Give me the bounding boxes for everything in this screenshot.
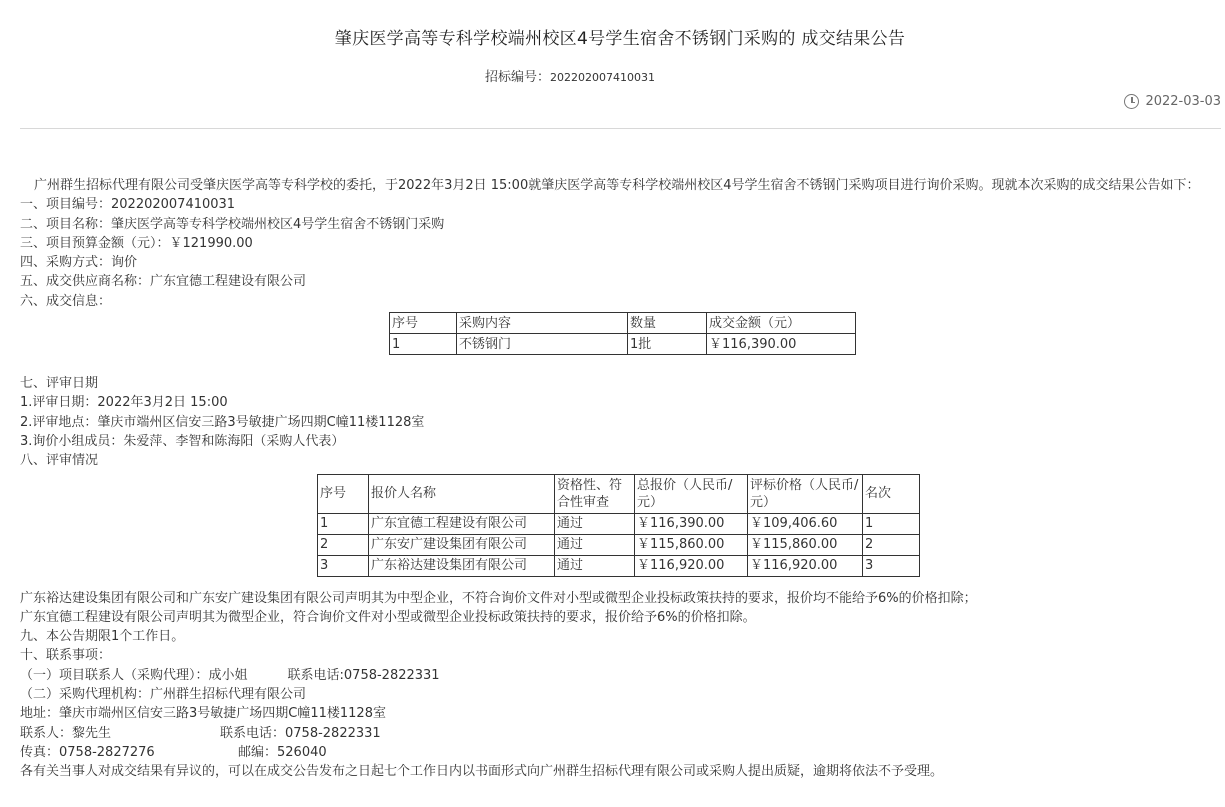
table-cell: ￥115,860.00 bbox=[748, 534, 863, 555]
item-method: 四、采购方式：询价 bbox=[20, 255, 138, 271]
contact-fax: 传真：0758-2827276 bbox=[20, 744, 155, 760]
table-cell: 广东安广建设集团有限公司 bbox=[369, 534, 555, 555]
item-deal-info: 六、成交信息： bbox=[20, 293, 112, 309]
intro-paragraph: 广州群生招标代理有限公司受肇庆医学高等专科学校的委托，于2022年3月2日 15:00就肇庆医学高等专科学校端州校区4号学生宿舍不锈钢门采购项目进行询价采购。现就本次采购的成交结果公告如下： bbox=[34, 178, 1200, 193]
table-cell: 1 bbox=[390, 334, 457, 355]
item-supplier: 五、成交供应商名称：广东宜德工程建设有限公司 bbox=[20, 274, 307, 290]
closing-paragraph: 各有关当事人对成交结果有异议的，可以在成交公告发布之日起七个工作日内以书面形式向广州群生招标代理有限公司或采购人提出质疑，逾期将依法不予受理。 bbox=[20, 764, 944, 780]
deal-table bbox=[389, 312, 856, 355]
contact-person-phone: 联系电话：0758-2822331 bbox=[220, 725, 381, 741]
table-cell: ￥116,390.00 bbox=[707, 334, 856, 355]
bid-number-line bbox=[0, 66, 1140, 85]
table-cell: 不锈钢门 bbox=[457, 334, 628, 355]
table-header-cell: 报价人名称 bbox=[369, 474, 555, 513]
table-cell: ￥116,920.00 bbox=[635, 555, 748, 576]
note-medium-enterprise: 广东裕达建设集团有限公司和广东安广建设集团有限公司声明其为中型企业，不符合询价文件对小型或微型企业投标政策扶持的要求，报价均不能给予6%的价格扣除； bbox=[20, 590, 977, 606]
bid-number-value: 202202007410031 bbox=[550, 71, 655, 84]
review-table bbox=[317, 474, 920, 577]
table-header-cell: 评标价格（人民币/元） bbox=[748, 474, 863, 513]
table-row bbox=[390, 334, 856, 355]
table-cell: 2 bbox=[863, 534, 920, 555]
contact-project-person: （一）项目联系人（采购代理）：成小姐 bbox=[20, 667, 248, 683]
item-contact-heading: 十、联系事项： bbox=[20, 648, 112, 664]
table-header-cell: 数量 bbox=[628, 313, 707, 334]
table-cell: ￥116,920.00 bbox=[748, 555, 863, 576]
contact-project-phone: 联系电话:0758-2822331 bbox=[287, 667, 440, 683]
item-review-members: 3.询价小组成员：朱爱萍、李智和陈海阳（采购人代表） bbox=[20, 433, 345, 449]
table-cell: 3 bbox=[318, 555, 369, 576]
bid-number-label: 招标编号： bbox=[485, 70, 551, 85]
table-cell: ￥115,860.00 bbox=[635, 534, 748, 555]
page-title: 肇庆医学高等专科学校端州校区4号学生宿舍不锈钢门采购的 成交结果公告 bbox=[334, 29, 906, 49]
table-header-cell: 成交金额（元） bbox=[707, 313, 856, 334]
contact-postcode: 邮编：526040 bbox=[238, 744, 327, 760]
table-cell: 1 bbox=[863, 513, 920, 534]
table-cell: 广东宜德工程建设有限公司 bbox=[369, 513, 555, 534]
table-header-cell: 总报价（人民币/元） bbox=[635, 474, 748, 513]
contact-person-line bbox=[20, 724, 1220, 743]
announcement-body bbox=[20, 176, 1220, 782]
contact-fax-line bbox=[20, 743, 1220, 762]
table-cell: 3 bbox=[863, 555, 920, 576]
table-cell: 通过 bbox=[555, 534, 635, 555]
contact-project bbox=[20, 666, 1220, 685]
table-cell: ￥109,406.60 bbox=[748, 513, 863, 534]
item-review-status: 八、评审情况 bbox=[20, 453, 99, 469]
table-header-row bbox=[390, 313, 856, 334]
contact-person: 联系人：黎先生 bbox=[20, 725, 112, 741]
table-cell: 2 bbox=[318, 534, 369, 555]
note-micro-enterprise: 广东宜德工程建设有限公司声明其为微型企业，符合询价文件对小型或微型企业投标政策扶持的要求，报价给予6%的价格扣除。 bbox=[20, 609, 756, 625]
item-budget: 三、项目预算金额（元）：￥121990.00 bbox=[20, 235, 253, 251]
table-cell: 1 bbox=[318, 513, 369, 534]
table-header-cell: 名次 bbox=[863, 474, 920, 513]
table-row bbox=[318, 513, 920, 534]
table-row bbox=[318, 555, 920, 576]
publish-date-text: 2022-03-03 bbox=[1145, 94, 1221, 109]
table-header-row bbox=[318, 474, 920, 513]
item-project-number: 一、项目编号：202202007410031 bbox=[20, 197, 236, 213]
table-cell: ￥116,390.00 bbox=[635, 513, 748, 534]
table-cell: 通过 bbox=[555, 555, 635, 576]
item-notice-period: 九、本公告期限1个工作日。 bbox=[20, 629, 185, 645]
table-header-cell: 资格性、符合性审查 bbox=[555, 474, 635, 513]
contact-address: 地址：肇庆市端州区信安三路3号敏捷广场四期C幢11楼1128室 bbox=[20, 706, 386, 722]
publish-date bbox=[1124, 94, 1221, 109]
item-project-name: 二、项目名称：肇庆医学高等专科学校端州校区4号学生宿舍不锈钢门采购 bbox=[20, 216, 445, 232]
contact-agency: （二）采购代理机构：广州群生招标代理有限公司 bbox=[20, 687, 307, 703]
table-header-cell: 序号 bbox=[318, 474, 369, 513]
item-review-date: 1.评审日期：2022年3月2日 15:00 bbox=[20, 395, 228, 411]
table-cell: 广东裕达建设集团有限公司 bbox=[369, 555, 555, 576]
table-row bbox=[318, 534, 920, 555]
item-review-location: 2.评审地点：肇庆市端州区信安三路3号敏捷广场四期C幢11楼1128室 bbox=[20, 414, 425, 430]
clock-icon bbox=[1124, 94, 1139, 109]
table-cell: 通过 bbox=[555, 513, 635, 534]
header-divider bbox=[20, 128, 1221, 129]
table-cell: 1批 bbox=[628, 334, 707, 355]
table-header-cell: 采购内容 bbox=[457, 313, 628, 334]
item-review-date-heading: 七、评审日期 bbox=[20, 376, 99, 392]
table-header-cell: 序号 bbox=[390, 313, 457, 334]
